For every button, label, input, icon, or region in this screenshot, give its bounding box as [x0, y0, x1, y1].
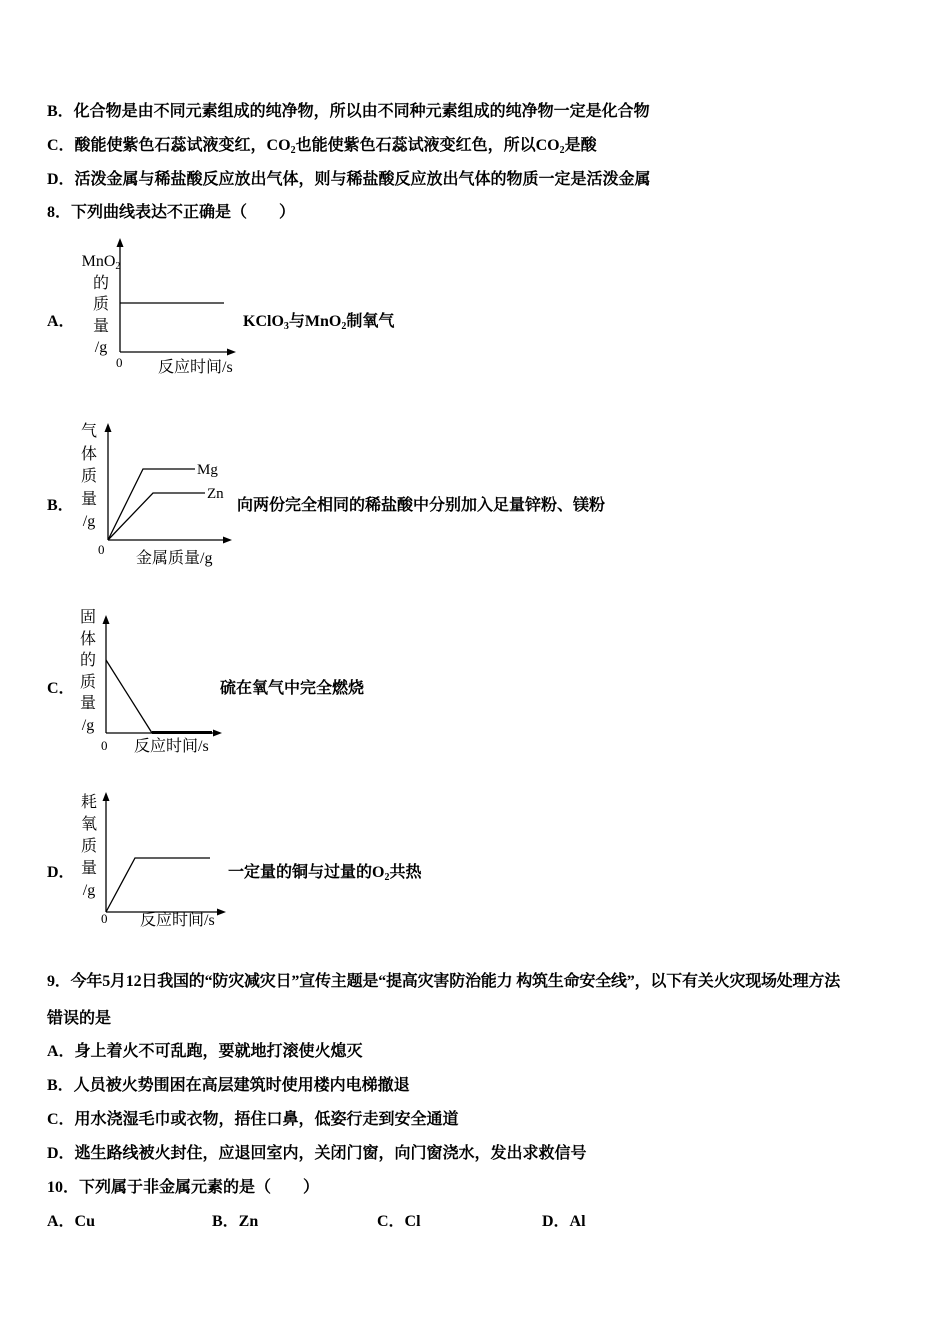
q10-option-a: A．Cu	[47, 1213, 96, 1230]
y-axis-label-line: 量	[92, 317, 109, 335]
y-axis-label-line: 量	[80, 860, 97, 877]
y-axis-label-line: 氧	[80, 816, 97, 833]
y-axis-label-line: 固	[79, 609, 96, 626]
q8-option-c-label: C．	[47, 680, 75, 697]
q7-option-c-subscript-2: 2	[559, 145, 565, 156]
x-axis-label: 反应时间/s	[158, 359, 233, 376]
q10-option-b: B．Zn	[212, 1213, 259, 1230]
y-axis-arrow	[103, 615, 110, 624]
q8-option-d-description-subscript-1: 2	[384, 872, 390, 883]
q8-option-d-label: D．	[47, 864, 75, 881]
y-axis-label-subscript: 2	[115, 261, 121, 272]
curve-zn	[108, 493, 205, 540]
series-label-zn: Zn	[207, 486, 224, 502]
y-axis-label-line: 的	[79, 652, 96, 670]
x-axis-arrow	[227, 349, 236, 356]
q8-stem: 8．下列曲线表达不正确是（ ）	[47, 204, 296, 221]
y-axis-label-line: /g	[82, 513, 96, 530]
y-axis-label-line: 质	[92, 296, 109, 313]
q7-option-c-text-1: C．酸能使紫色石蕊试液变红，CO	[47, 137, 291, 154]
origin-label: 0	[116, 355, 123, 370]
q7-option-c	[47, 136, 597, 156]
q7-option-d: D．活泼金属与稀盐酸反应放出气体，则与稀盐酸反应放出气体的物质一定是活泼金属	[47, 171, 651, 188]
q8-option-b-description: 向两份完全相同的稀盐酸中分别加入足量锌粉、镁粉	[237, 497, 606, 514]
y-axis-label-line: 体	[79, 630, 96, 648]
q8-option-b-label: B．	[47, 497, 74, 514]
q10-option-d: D．Al	[542, 1213, 586, 1230]
y-axis-label-line: 的	[92, 274, 109, 292]
y-axis-label-line: 质	[79, 673, 96, 691]
origin-label: 0	[101, 738, 108, 753]
x-axis-label: 反应时间/s	[134, 738, 209, 755]
q9-option-d: D．逃生路线被火封住，应退回室内，关闭门窗，向门窗浇水，发出求救信号	[47, 1145, 587, 1162]
q8-option-b-graph	[60, 415, 240, 570]
curve-solid-mass-decrease	[106, 660, 152, 733]
q8-option-a-description-text-1: KClO	[243, 313, 284, 330]
q9-option-c: C．用水浇湿毛巾或衣物，捂住口鼻，低姿行走到安全通道	[47, 1111, 459, 1128]
q8-option-c-description: 硫在氧气中完全燃烧	[220, 680, 365, 697]
y-axis-label-line: 量	[80, 490, 97, 508]
y-axis-label-line: 耗	[80, 794, 97, 811]
q7-option-b: B．化合物是由不同元素组成的纯净物，所以由不同种元素组成的纯净物一定是化合物	[47, 103, 650, 120]
y-axis-arrow	[105, 423, 112, 432]
origin-label: 0	[101, 911, 108, 926]
x-axis-arrow	[223, 537, 232, 544]
q8-option-a-graph	[70, 232, 250, 382]
q9-stem-line-1: 9．今年5月12日我国的“防灾减灾日”宣传主题是“提高灾害防治能力 构筑生命安全线”，以下有关火灾现场处理方法	[47, 973, 841, 990]
x-axis-label: 金属质量/g	[136, 550, 213, 567]
y-axis-label-line: 质	[80, 838, 97, 855]
x-axis-arrow	[217, 909, 226, 916]
y-axis-label	[74, 421, 104, 534]
y-axis-arrow	[117, 238, 124, 247]
curve-mg	[108, 469, 195, 540]
q8-option-a-label: A．	[47, 313, 75, 330]
x-axis-arrow	[213, 730, 222, 737]
y-axis-label-line: /g	[94, 339, 108, 356]
q8-option-a-description-text-3: 制氧气	[346, 313, 395, 330]
y-axis-label-line: /g	[81, 716, 95, 734]
q8-option-d-graph	[60, 785, 240, 935]
q8-option-a-description	[243, 312, 394, 332]
series-label-mg: Mg	[197, 462, 218, 478]
y-axis-label-text: MnO	[81, 253, 116, 270]
origin-label: 0	[98, 542, 105, 557]
y-axis-label	[78, 251, 124, 359]
y-axis-label-line: /g	[82, 882, 96, 899]
q8-option-a-description-subscript-2: 2	[341, 321, 347, 332]
y-axis-label	[74, 792, 104, 902]
q8-option-d-description	[228, 863, 421, 883]
q7-option-c-text-3: 是酸	[564, 137, 597, 154]
x-axis-label: 反应时间/s	[140, 912, 215, 929]
y-axis-label	[73, 607, 103, 737]
curve-oxygen-consumed	[106, 858, 210, 912]
y-axis-label-line: 量	[79, 695, 96, 713]
q8-option-a-description-subscript-1: 3	[283, 321, 289, 332]
q7-option-c-subscript-1: 2	[290, 145, 296, 156]
q10-stem: 10．下列属于非金属元素的是（ ）	[47, 1179, 320, 1196]
q9-option-a: A．身上着火不可乱跑，要就地打滚使火熄灭	[47, 1043, 363, 1060]
q10-option-c: C．Cl	[377, 1213, 421, 1230]
q8-option-d-description-text-1: 一定量的铜与过量的O	[228, 864, 385, 881]
q9-option-b: B．人员被火势围困在高层建筑时使用楼内电梯撤退	[47, 1077, 410, 1094]
y-axis-label-line: 气	[80, 423, 97, 440]
q8-option-c-graph	[60, 605, 240, 760]
q8-option-d-description-text-2: 共热	[389, 864, 422, 881]
y-axis-label-line: 质	[80, 468, 97, 485]
q9-stem-line-2: 错误的是	[47, 1010, 112, 1027]
y-axis-label-line	[78, 251, 124, 273]
q7-option-c-text-2: 也能使紫色石蕊试液变红色，所以CO	[295, 137, 560, 154]
q8-option-a-description-text-2: 与MnO	[288, 313, 342, 330]
y-axis-label-line: 体	[80, 445, 97, 463]
